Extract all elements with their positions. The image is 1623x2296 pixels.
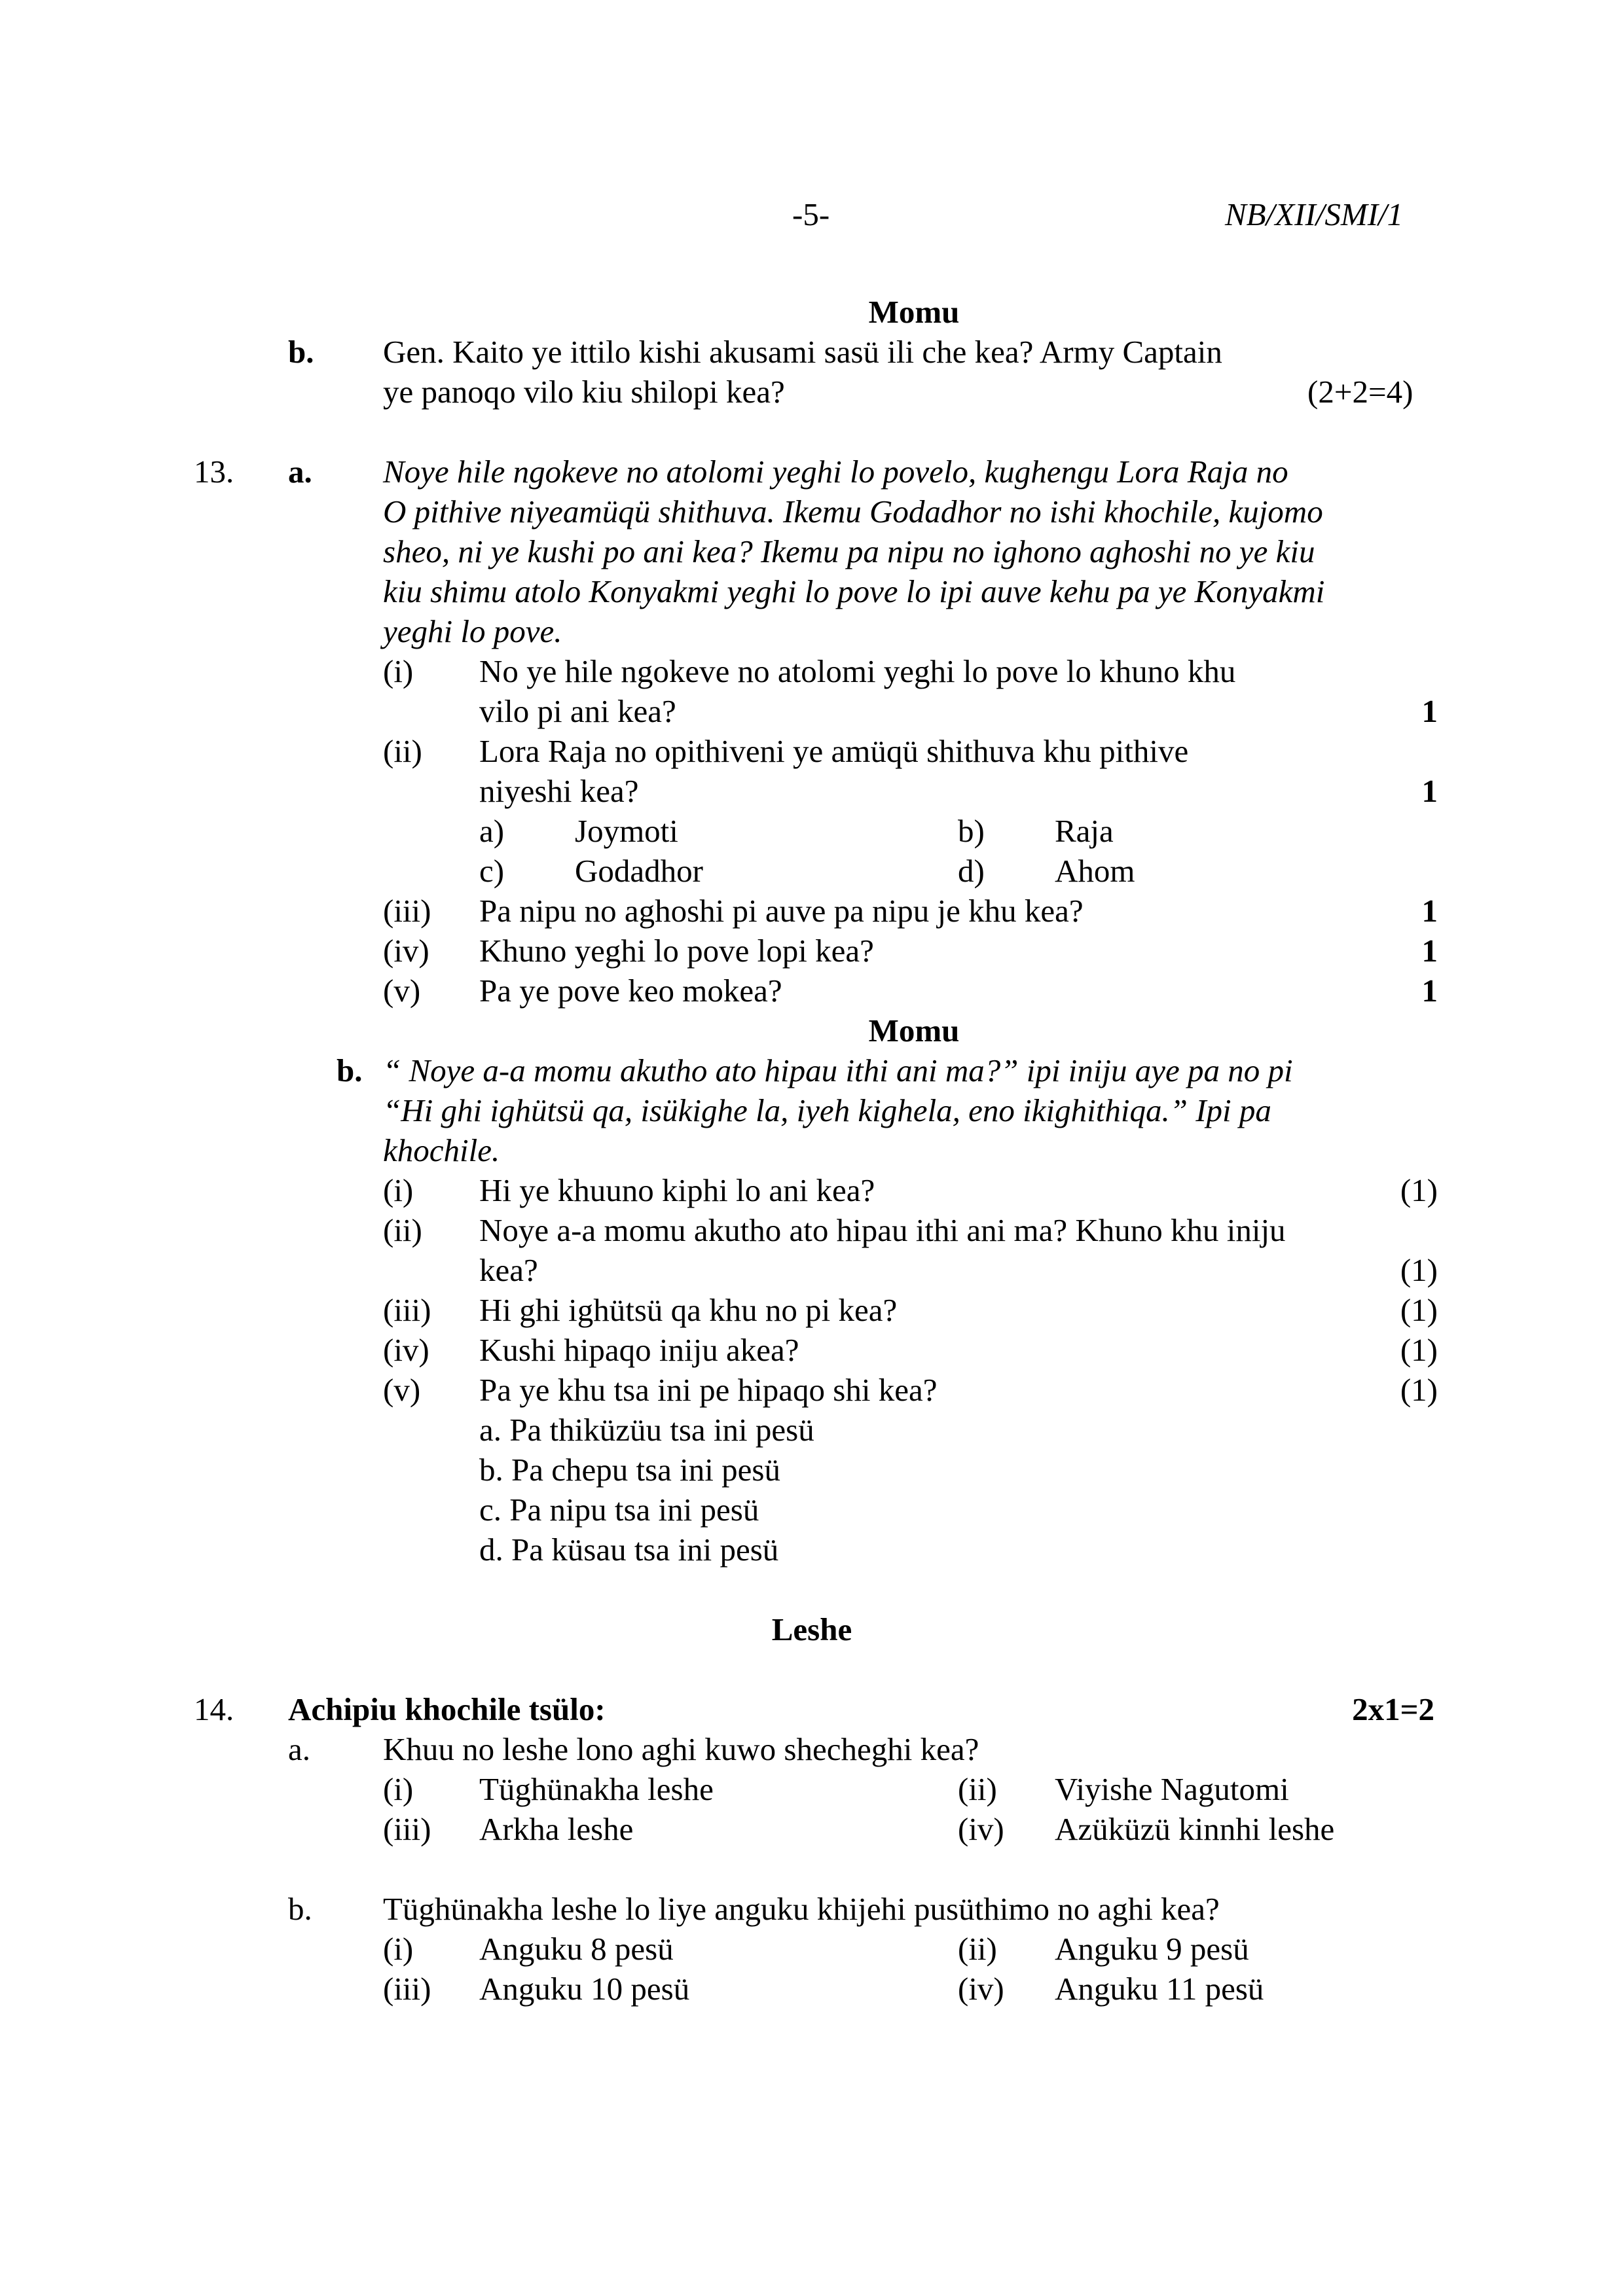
- q13a-passage-line: Noye hile ngokeve no atolomi yeghi lo povelo, kughengu Lora Raja no: [383, 454, 1288, 490]
- q13b-sub-text: Hi ye khuuno kiphi lo ani kea?: [479, 1172, 875, 1208]
- q13b-sub-mark: (1): [1400, 1252, 1438, 1288]
- option-num: (ii): [958, 1931, 997, 1967]
- q13a-label: a.: [288, 454, 312, 490]
- option-text: Viyishe Nagutomi: [1055, 1771, 1289, 1807]
- q13a-sub-text: No ye hile ngokeve no atolomi yeghi lo pove lo khuno khu: [479, 653, 1236, 689]
- option-label: c): [479, 853, 505, 889]
- q13a-sub-text: niyeshi kea?: [479, 773, 639, 809]
- option-text: Ahom: [1055, 853, 1135, 889]
- q13b-passage-line: khochile.: [383, 1132, 500, 1168]
- q13b-sub-num: (v): [383, 1372, 421, 1408]
- option-label: d): [958, 853, 985, 889]
- section-heading-momu: Momu: [868, 294, 960, 330]
- q12b-marks: (2+2=4): [1307, 374, 1413, 410]
- q13a-sub-num: (v): [383, 973, 421, 1009]
- option-text: Anguku 8 pesü: [479, 1931, 674, 1967]
- q13a-sub-text: Pa nipu no aghoshi pi auve pa nipu je khu kea?: [479, 893, 1084, 929]
- q13b-passage-line: “ Noye a-a momu akutho ato hipau ithi ani ma?” ipi iniju aye pa no pi: [383, 1052, 1293, 1088]
- q13b-sub-text: Noye a-a momu akutho ato hipau ithi ani ma? Khuno khu iniju: [479, 1212, 1286, 1248]
- q13-number: 13.: [194, 454, 234, 490]
- q13b-passage-line: “Hi ghi ighütsü qa, isükighe la, iyeh kighela, eno ikighithiqa.” Ipi pa: [383, 1092, 1271, 1128]
- option-label: a): [479, 813, 505, 849]
- q13b-sub-num: (ii): [383, 1212, 422, 1248]
- q13a-sub-num: (iii): [383, 893, 431, 929]
- q13a-passage-line: yeghi lo pove.: [383, 613, 562, 649]
- q13a-sub-num: (iv): [383, 933, 429, 969]
- option-text: Anguku 11 pesü: [1055, 1971, 1264, 2007]
- q13a-sub-mark: 1: [1421, 693, 1438, 729]
- q14-instruction: Achipiu khochile tsülo:: [288, 1691, 606, 1727]
- q14b-label: b.: [288, 1891, 312, 1927]
- q12b-line-1: Gen. Kaito ye ittilo kishi akusami sasü ili che kea? Army Captain: [383, 334, 1222, 370]
- q13b-sub-mark: (1): [1400, 1172, 1438, 1208]
- q13a-sub-mark: 1: [1421, 933, 1438, 969]
- q13a-sub-text: Pa ye pove keo mokea?: [479, 973, 782, 1009]
- option-text: Anguku 9 pesü: [1055, 1931, 1249, 1967]
- q13a-passage-line: sheo, ni ye kushi po ani kea? Ikemu pa nipu no ighono aghoshi no ye kiu: [383, 533, 1315, 569]
- option-text: Joymoti: [575, 813, 678, 849]
- q13b-sub-num: (i): [383, 1172, 414, 1208]
- q13b-sub-text: Pa ye khu tsa ini pe hipaqo shi kea?: [479, 1372, 938, 1408]
- q13a-sub-text: Lora Raja no opithiveni ye amüqü shithuva khu pithive: [479, 733, 1189, 769]
- q14-number: 14.: [194, 1691, 234, 1727]
- q12b-line-2: ye panoqo vilo kiu shilopi kea?: [383, 374, 785, 410]
- option-num: (ii): [958, 1771, 997, 1807]
- q14-marks: 2x1=2: [1352, 1691, 1434, 1727]
- q13b-label: b.: [337, 1052, 363, 1088]
- q12b-label: b.: [288, 334, 314, 370]
- q13a-passage-line: O pithive niyeamüqü shithuva. Ikemu Godadhor no ishi khochile, kujomo: [383, 493, 1323, 529]
- option-num: (i): [383, 1931, 414, 1967]
- section-heading-momu: Momu: [868, 1013, 960, 1049]
- q13b-sub-mark: (1): [1400, 1332, 1438, 1368]
- q13b-sub-mark: (1): [1400, 1372, 1438, 1408]
- q14a-label: a.: [288, 1731, 310, 1767]
- q13b-choice: a. Pa thiküzüu tsa ini pesü: [479, 1412, 814, 1448]
- q13b-sub-text: kea?: [479, 1252, 538, 1288]
- option-text: Azüküzü kinnhi leshe: [1055, 1811, 1335, 1847]
- q13b-sub-text: Hi ghi ighütsü qa khu no pi kea?: [479, 1292, 898, 1328]
- option-text: Tüghünakha leshe: [479, 1771, 714, 1807]
- option-num: (iii): [383, 1971, 431, 2007]
- option-text: Raja: [1055, 813, 1114, 849]
- q13a-sub-mark: 1: [1421, 773, 1438, 809]
- q13a-passage-line: kiu shimu atolo Konyakmi yeghi lo pove lo ipi auve kehu pa ye Konyakmi: [383, 573, 1325, 609]
- option-text: Arkha leshe: [479, 1811, 634, 1847]
- option-num: (iv): [958, 1811, 1004, 1847]
- option-text: Anguku 10 pesü: [479, 1971, 690, 2007]
- q13b-choice: c. Pa nipu tsa ini pesü: [479, 1492, 759, 1528]
- q13b-sub-num: (iii): [383, 1292, 431, 1328]
- q13a-sub-text: vilo pi ani kea?: [479, 693, 676, 729]
- q13a-sub-num: (i): [383, 653, 414, 689]
- q14b-question: Tüghünakha leshe lo liye anguku khijehi pusüthimo no aghi kea?: [383, 1891, 1220, 1927]
- option-num: (i): [383, 1771, 414, 1807]
- q13a-sub-mark: 1: [1421, 893, 1438, 929]
- q13b-choice: b. Pa chepu tsa ini pesü: [479, 1452, 780, 1488]
- section-heading-leshe: Leshe: [771, 1611, 852, 1647]
- option-num: (iii): [383, 1811, 431, 1847]
- q13b-sub-mark: (1): [1400, 1292, 1438, 1328]
- paper-code: NB/XII/SMI/1: [1225, 196, 1404, 232]
- q13b-choice: d. Pa küsau tsa ini pesü: [479, 1532, 779, 1568]
- option-text: Godadhor: [575, 853, 703, 889]
- option-label: b): [958, 813, 985, 849]
- q13b-sub-num: (iv): [383, 1332, 429, 1368]
- option-num: (iv): [958, 1971, 1004, 2007]
- page-number: -5-: [792, 196, 830, 232]
- q13a-sub-num: (ii): [383, 733, 422, 769]
- q13a-sub-mark: 1: [1421, 973, 1438, 1009]
- q13a-sub-text: Khuno yeghi lo pove lopi kea?: [479, 933, 874, 969]
- q13b-sub-text: Kushi hipaqo iniju akea?: [479, 1332, 799, 1368]
- q14a-question: Khuu no leshe lono aghi kuwo shecheghi kea?: [383, 1731, 979, 1767]
